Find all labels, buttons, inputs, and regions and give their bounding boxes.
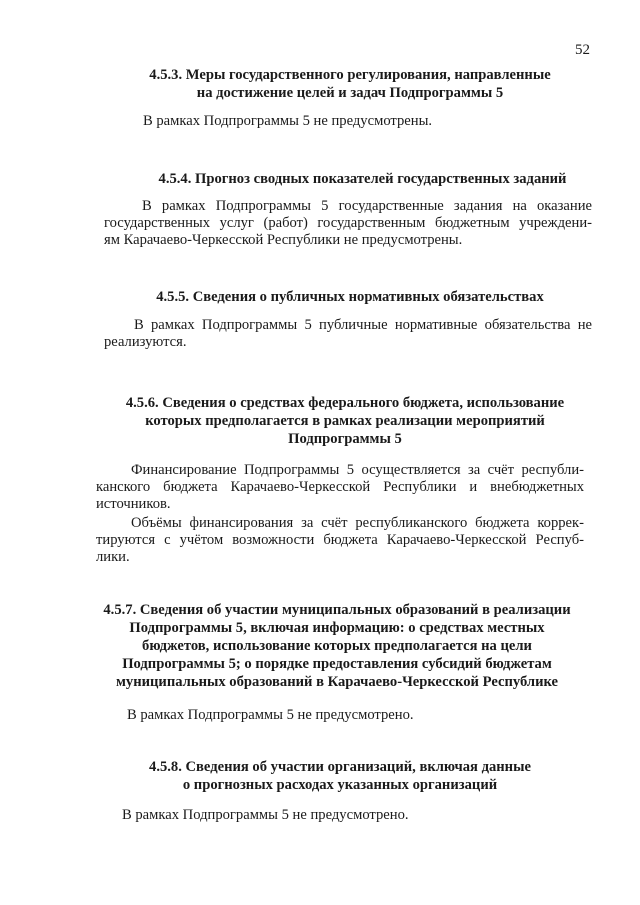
text-line: В рамках Подпрограммы 5 публичные нормативные обязательства не [134, 317, 592, 333]
heading-line: 4.5.3. Меры государственного регулирования, направленные [149, 67, 551, 83]
text-line: лики. [96, 549, 130, 565]
heading-line: на достижение целей и задач Подпрограммы 5 [196, 85, 504, 101]
section-heading-4-5-7 [92, 601, 582, 691]
section-heading-4-5-5 [130, 288, 570, 306]
section-text-4-5-8: В рамках Подпрограммы 5 не предусмотрено. [122, 807, 409, 823]
heading-line: бюджетов, использование которых предполагается на цели [142, 638, 532, 654]
section-text-4-5-4 [104, 198, 592, 249]
text-line: реализуются. [104, 334, 187, 350]
section-text-4-5-7: В рамках Подпрограммы 5 не предусмотрено. [127, 707, 414, 723]
text-line: канского бюджета Карачаево-Черкесской Республики и внебюджетных [96, 479, 584, 495]
text-line: Финансирование Подпрограммы 5 осуществляется за счёт республи- [131, 462, 584, 478]
section-text-4-5-6-a [96, 462, 584, 513]
heading-line: 4.5.8. Сведения об участии организаций, включая данные [149, 759, 531, 775]
heading-line: муниципальных образований в Карачаево-Черкесской Республике [115, 674, 559, 690]
text-line: тируются с учётом возможности бюджета Карачаево-Черкесской Респуб- [96, 532, 584, 548]
heading-line: Подпрограммы 5, включая информацию: о средствах местных [129, 620, 545, 636]
page-number: 52 [575, 42, 590, 58]
section-text-4-5-3: В рамках Подпрограммы 5 не предусмотрены. [143, 113, 433, 129]
section-heading-4-5-6 [105, 394, 585, 448]
section-heading-4-5-3 [130, 66, 570, 102]
heading-line: которых предполагается в рамках реализации мероприятий [145, 413, 545, 429]
heading-line: 4.5.4. Прогноз сводных показателей государственных заданий [158, 171, 567, 187]
section-heading-4-5-8 [110, 758, 570, 794]
text-line: Объёмы финансирования за счёт республиканского бюджета коррек- [131, 515, 584, 531]
text-line: В рамках Подпрограммы 5 государственные задания на оказание [142, 198, 592, 214]
heading-line: 4.5.6. Сведения о средствах федерального бюджета, использование [125, 395, 565, 411]
text-line: ям Карачаево-Черкесской Республики не предусмотрены. [104, 232, 463, 248]
heading-line: Подпрограммы 5; о порядке предоставления субсидий бюджетам [122, 656, 552, 672]
heading-line: о прогнозных расходах указанных организаций [182, 777, 498, 793]
heading-line: Подпрограммы 5 [288, 431, 402, 447]
section-text-4-5-5 [104, 317, 592, 351]
heading-line: 4.5.5. Сведения о публичных нормативных обязательствах [156, 289, 544, 305]
section-heading-4-5-4 [130, 170, 595, 188]
text-line: государственных услуг (работ) государственным бюджетным учреждени- [104, 215, 592, 231]
text-line: источников. [96, 496, 171, 512]
heading-line: 4.5.7. Сведения об участии муниципальных образований в реализации [103, 602, 571, 618]
section-text-4-5-6-b [96, 515, 584, 566]
